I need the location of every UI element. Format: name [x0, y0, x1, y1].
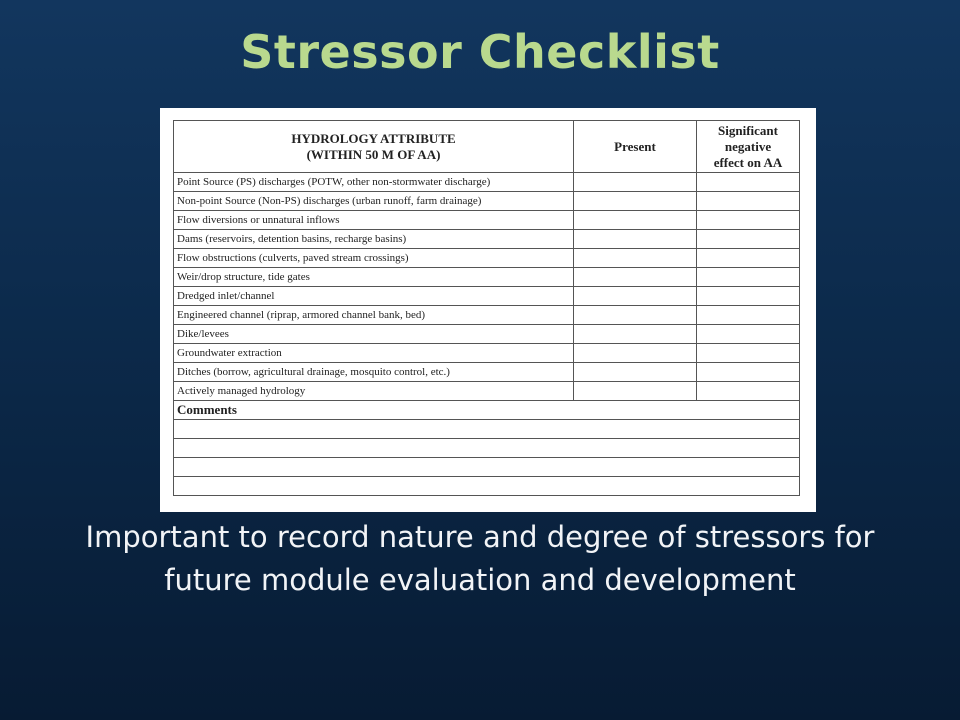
comments-line	[174, 439, 800, 458]
stressor-label: Dike/levees	[174, 325, 574, 344]
comments-line	[174, 477, 800, 496]
stressor-label: Weir/drop structure, tide gates	[174, 268, 574, 287]
header-present: Present	[574, 121, 697, 173]
present-cell	[574, 344, 697, 363]
comments-line	[174, 420, 800, 439]
slide-caption	[0, 516, 960, 602]
header-hydrology-attribute	[174, 121, 574, 173]
table-row	[174, 287, 800, 306]
present-cell	[574, 268, 697, 287]
table-row	[174, 363, 800, 382]
present-cell	[574, 230, 697, 249]
present-cell	[574, 287, 697, 306]
table-row	[174, 268, 800, 287]
comments-header-row	[174, 401, 800, 420]
table-row	[174, 344, 800, 363]
comments-blank-line	[174, 420, 800, 439]
present-cell	[574, 363, 697, 382]
effect-cell	[697, 173, 800, 192]
table-row	[174, 211, 800, 230]
effect-cell	[697, 344, 800, 363]
stressor-label: Engineered channel (riprap, armored channel bank, bed)	[174, 306, 574, 325]
present-cell	[574, 192, 697, 211]
table-row	[174, 306, 800, 325]
slide-title: Stressor Checklist	[240, 25, 720, 79]
effect-cell	[697, 382, 800, 401]
stressor-label: Ditches (borrow, agricultural drainage, mosquito control, etc.)	[174, 363, 574, 382]
effect-cell	[697, 230, 800, 249]
stressor-label: Flow obstructions (culverts, paved stream crossings)	[174, 249, 574, 268]
effect-cell	[697, 325, 800, 344]
table-row	[174, 230, 800, 249]
caption-line2: future module evaluation and development	[164, 563, 796, 597]
comments-blank-line	[174, 458, 800, 477]
effect-cell	[697, 363, 800, 382]
effect-cell	[697, 211, 800, 230]
stressor-checklist-table	[173, 120, 800, 496]
table-row	[174, 325, 800, 344]
header-effect-line1: Significant	[718, 122, 778, 138]
stressor-label: Actively managed hydrology	[174, 382, 574, 401]
stressor-label: Dams (reservoirs, detention basins, recharge basins)	[174, 230, 574, 249]
present-cell	[574, 211, 697, 230]
stressor-label: Flow diversions or unnatural inflows	[174, 211, 574, 230]
caption-line1: Important to record nature and degree of stressors for	[85, 520, 875, 554]
table-header-row	[174, 121, 800, 173]
present-cell	[574, 325, 697, 344]
comments-line	[174, 458, 800, 477]
present-cell	[574, 249, 697, 268]
effect-cell	[697, 249, 800, 268]
comments-blank-line	[174, 477, 800, 496]
table-row	[174, 173, 800, 192]
header-attribute-line1: HYDROLOGY ATTRIBUTE	[291, 130, 456, 146]
comments-label: Comments	[174, 401, 800, 420]
table-row	[174, 382, 800, 401]
header-effect-line2: negative	[724, 138, 772, 154]
effect-cell	[697, 306, 800, 325]
stressor-label: Point Source (PS) discharges (POTW, other non-stormwater discharge)	[174, 173, 574, 192]
effect-cell	[697, 268, 800, 287]
stressor-label: Non-point Source (Non-PS) discharges (urban runoff, farm drainage)	[174, 192, 574, 211]
header-significant-effect	[697, 121, 800, 173]
table-row	[174, 249, 800, 268]
effect-cell	[697, 287, 800, 306]
comments-blank-line	[174, 439, 800, 458]
present-cell	[574, 173, 697, 192]
header-effect-line3: effect on AA	[713, 154, 783, 170]
stressor-label: Groundwater extraction	[174, 344, 574, 363]
present-cell	[574, 382, 697, 401]
stressor-label: Dredged inlet/channel	[174, 287, 574, 306]
present-cell	[574, 306, 697, 325]
effect-cell	[697, 192, 800, 211]
header-attribute-line2: (WITHIN 50 M OF AA)	[306, 146, 441, 162]
checklist-form-image	[160, 108, 816, 512]
table-row	[174, 192, 800, 211]
